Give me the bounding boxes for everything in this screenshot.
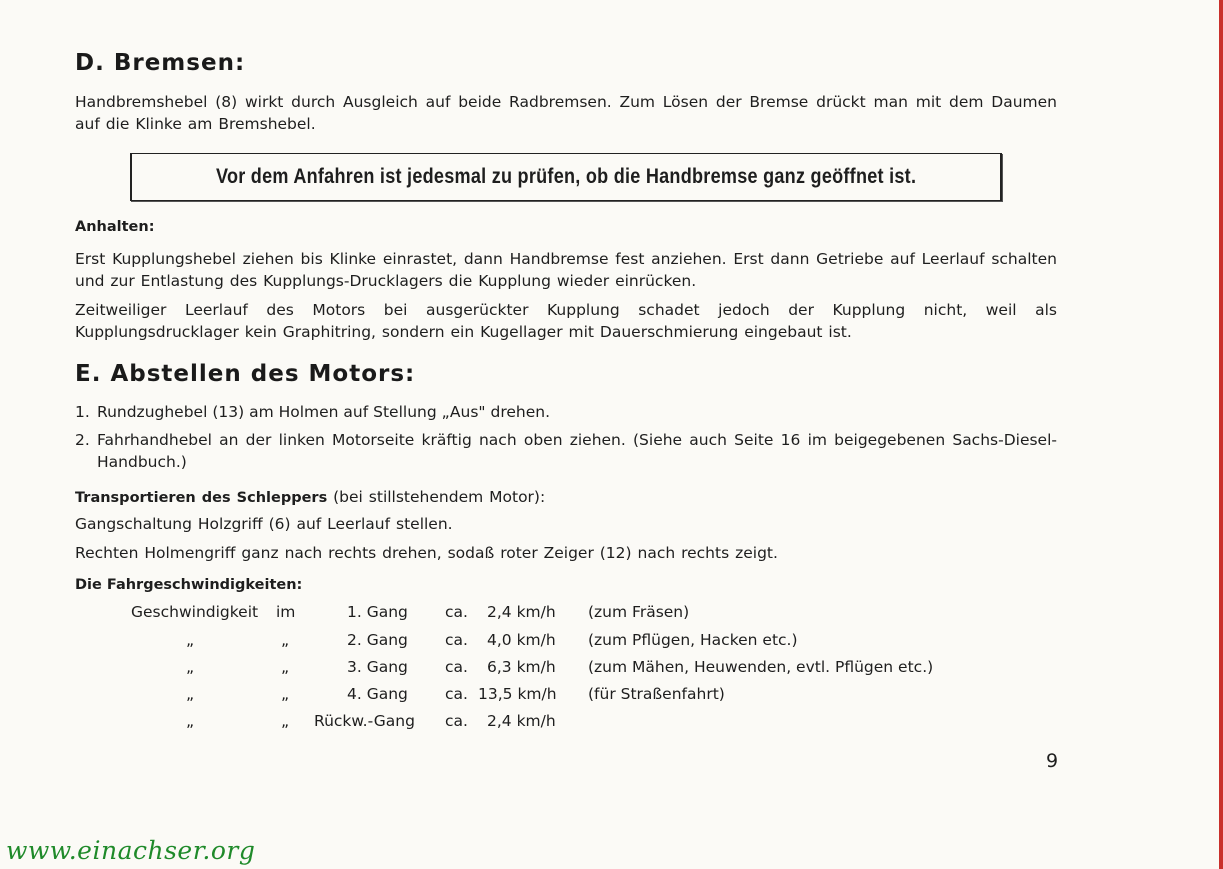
speed-label: „ [186, 685, 195, 703]
speed-label: „ [186, 658, 195, 676]
anhalten-paragraph-2: Zeitweiliger Leerlauf des Motors bei ausgerückter Kupplung schadet jedoch der Kupplung nicht, weil als Kupplungsdrucklager kein Graphitring, sondern ein Kugellager mit Dauerschmierung eingebaut ist. [75, 301, 1057, 341]
page-edge [1219, 0, 1223, 869]
speed-gear: 2. Gang [347, 631, 408, 649]
transport-line-2: Rechten Holmengriff ganz nach rechts drehen, sodaß roter Zeiger (12) nach rechts zeigt. [75, 544, 778, 562]
step-item [75, 401, 1057, 423]
transport-line-1: Gangschaltung Holzgriff (6) auf Leerlauf stellen. [75, 515, 453, 533]
speed-ca: ca. [445, 631, 468, 649]
speed-value: 6,3 km/h [487, 658, 556, 676]
speed-label-suffix: im [276, 603, 296, 621]
transport-condition: (bei stillstehendem Motor): [327, 488, 546, 506]
speed-ca: ca. [445, 603, 468, 621]
speed-label-suffix: „ [281, 712, 290, 730]
section-e-title: E. Abstellen des Motors: [75, 361, 416, 387]
speed-label-suffix: „ [281, 658, 290, 676]
speed-note: (zum Pflügen, Hacken etc.) [588, 631, 798, 649]
speed-label-suffix: „ [281, 631, 290, 649]
speed-ca: ca. [445, 685, 468, 703]
speed-gear: Rückw.-Gang [314, 712, 415, 730]
warning-box [130, 153, 1002, 201]
step-number: 1. [75, 403, 90, 421]
speed-gear: 3. Gang [347, 658, 408, 676]
speed-note: (für Straßenfahrt) [588, 685, 725, 703]
step-text: Rundzughebel (13) am Holmen auf Stellung „Aus" drehen. [97, 403, 551, 421]
speed-note: (zum Fräsen) [588, 603, 690, 621]
speed-value: 2,4 km/h [487, 603, 556, 621]
speed-ca: ca. [445, 712, 468, 730]
speed-note: (zum Mähen, Heuwenden, evtl. Pflügen etc.) [588, 658, 934, 676]
anhalten-title: Anhalten: [75, 219, 155, 235]
step-text: Fahrhandhebel an der linken Motorseite kräftig nach oben ziehen. (Siehe auch Seite 16 im beigegebenen Sachs-Diesel-Handbuch.) [97, 431, 1057, 471]
speeds-title: Die Fahrgeschwindigkeiten: [75, 577, 303, 593]
speed-gear: 1. Gang [347, 603, 408, 621]
speed-value: 4,0 km/h [487, 631, 556, 649]
section-d-title: D. Bremsen: [75, 50, 246, 76]
speed-label: Geschwindigkeit [131, 603, 259, 621]
watermark-link[interactable]: www.einachser.org [6, 836, 256, 865]
speed-ca: ca. [445, 658, 468, 676]
speed-label-suffix: „ [281, 685, 290, 703]
speed-gear: 4. Gang [347, 685, 408, 703]
speed-label: „ [186, 712, 195, 730]
speed-row [0, 685, 1100, 707]
anhalten-paragraph-1: Erst Kupplungshebel ziehen bis Klinke einrastet, dann Handbremse fest anziehen. Erst dann Getriebe auf Leerlauf schalten und zur Entlastung des Kupplungs-Drucklagers die Kupplung wieder einrücken. [75, 250, 1057, 290]
speed-value: 13,5 km/h [478, 685, 557, 703]
speed-row [0, 658, 1100, 680]
page-number: 9 [1046, 750, 1059, 772]
speed-value: 2,4 km/h [487, 712, 556, 730]
warning-text: Vor dem Anfahren ist jedesmal zu prüfen, ob die Handbremse ganz geöffnet ist. [215, 165, 917, 188]
transport-title: Transportieren des Schleppers [75, 490, 328, 506]
transport-heading [75, 486, 1057, 509]
speed-row [0, 603, 1100, 625]
speed-row [0, 712, 1100, 734]
section-d-intro: Handbremshebel (8) wirkt durch Ausgleich auf beide Radbremsen. Zum Lösen der Bremse drückt man mit dem Daumen auf die Klinke am Bremshebel. [75, 93, 1057, 133]
speed-label: „ [186, 631, 195, 649]
speed-row [0, 631, 1100, 653]
step-item [75, 429, 1057, 475]
step-number: 2. [75, 431, 90, 449]
